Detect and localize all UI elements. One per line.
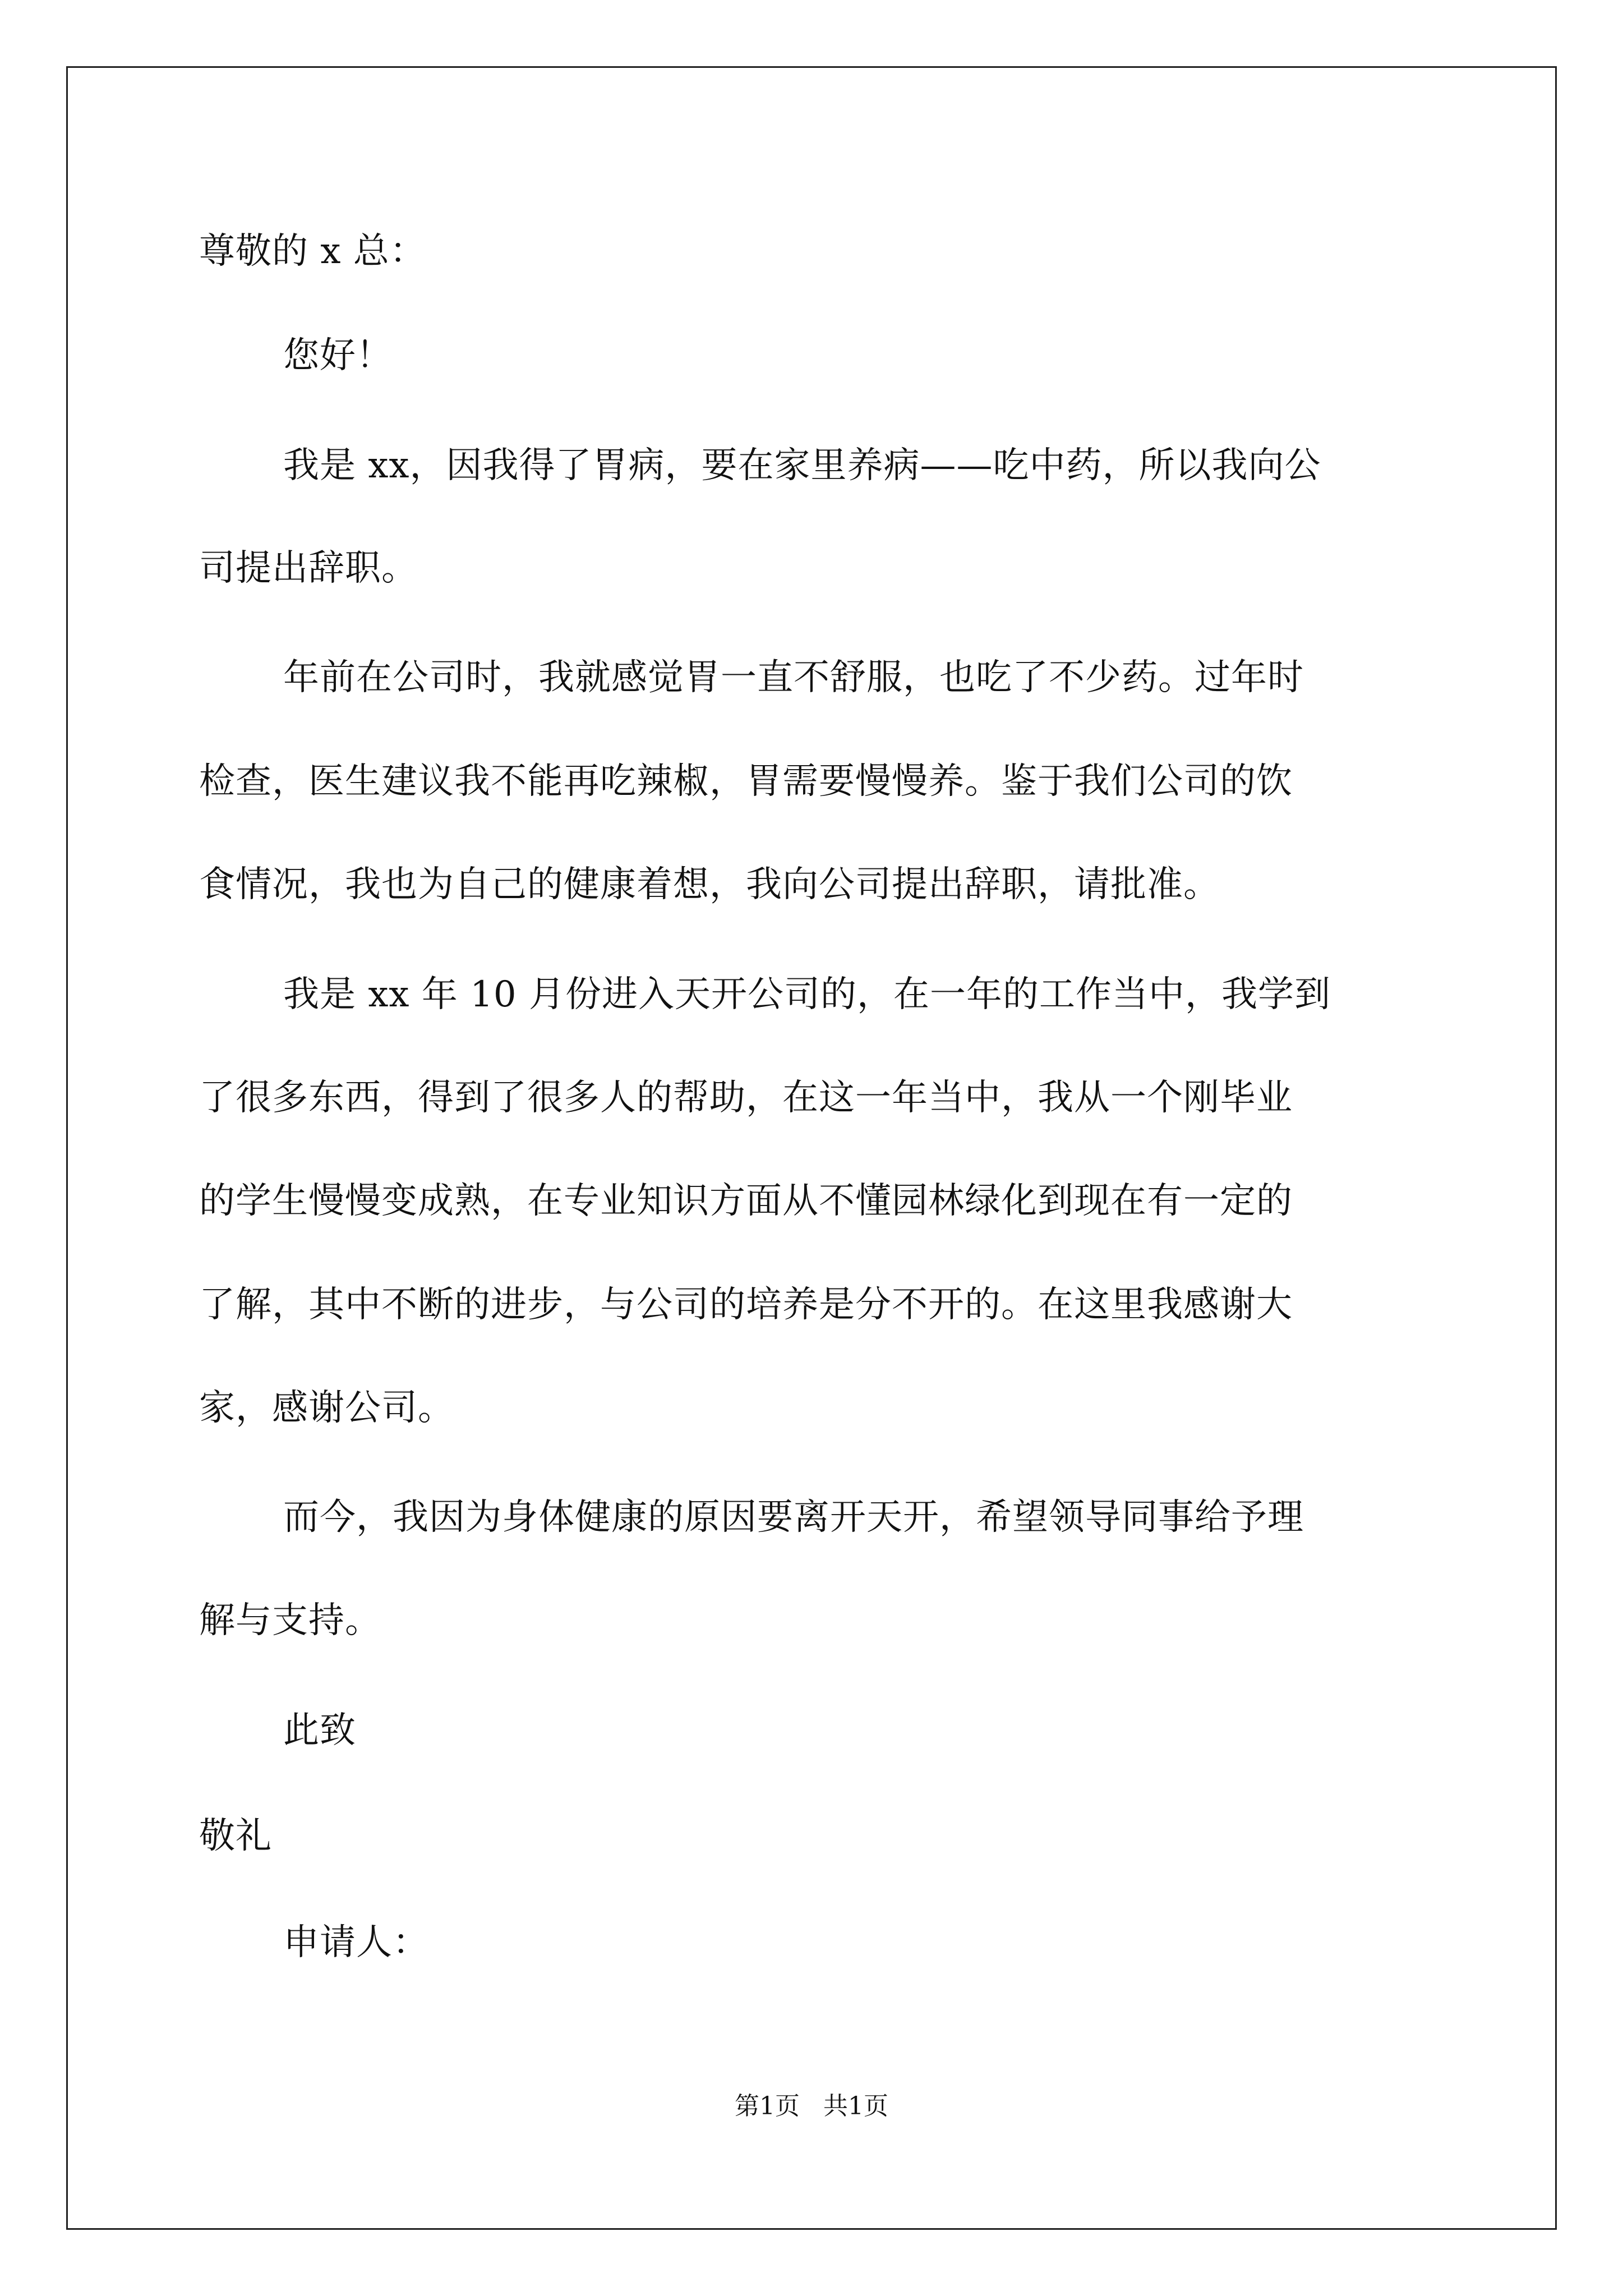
closing-jingli: 敬礼 bbox=[199, 1815, 272, 1857]
paragraph-3-line-3: 的学生慢慢变成熟，在专业知识方面从不懂园林绿化到现在有一定的 bbox=[199, 1180, 1293, 1222]
signature-label: 申请人： bbox=[283, 1922, 429, 1963]
page-number-footer: 第1页 共1页 bbox=[735, 2092, 888, 2120]
paragraph-1-line-2: 司提出辞职。 bbox=[199, 547, 418, 589]
closing-cizhi: 此致 bbox=[283, 1710, 356, 1751]
paragraph-3-line-1: 我是 xx 年 10 月份进入天开公司的，在一年的工作当中，我学到 bbox=[283, 974, 1331, 1015]
greeting: 您好！ bbox=[283, 335, 393, 376]
paragraph-4-line-1: 而今，我因为身体健康的原因要离开天开，希望领导同事给予理 bbox=[283, 1497, 1304, 1538]
paragraph-3-line-4: 了解，其中不断的进步，与公司的培养是分不开的。在这里我感谢大 bbox=[199, 1284, 1293, 1326]
paragraph-3-line-5: 家，感谢公司。 bbox=[199, 1387, 454, 1429]
paragraph-2-line-1: 年前在公司时，我就感觉胃一直不舒服，也吃了不少药。过年时 bbox=[283, 657, 1304, 698]
paragraph-2-line-3: 食情况，我也为自己的健康着想，我向公司提出辞职，请批准。 bbox=[199, 864, 1220, 905]
paragraph-3-line-2: 了很多东西，得到了很多人的帮助，在这一年当中，我从一个刚毕业 bbox=[199, 1077, 1293, 1119]
paragraph-2-line-2: 检查，医生建议我不能再吃辣椒，胃需要慢慢养。鉴于我们公司的饮 bbox=[199, 761, 1293, 802]
salutation: 尊敬的 x 总： bbox=[199, 231, 426, 272]
paragraph-1-line-1: 我是 xx，因我得了胃病，要在家里养病——吃中药，所以我向公 bbox=[283, 445, 1321, 486]
page-border bbox=[66, 66, 1557, 2230]
paragraph-4-line-2: 解与支持。 bbox=[199, 1600, 381, 1641]
